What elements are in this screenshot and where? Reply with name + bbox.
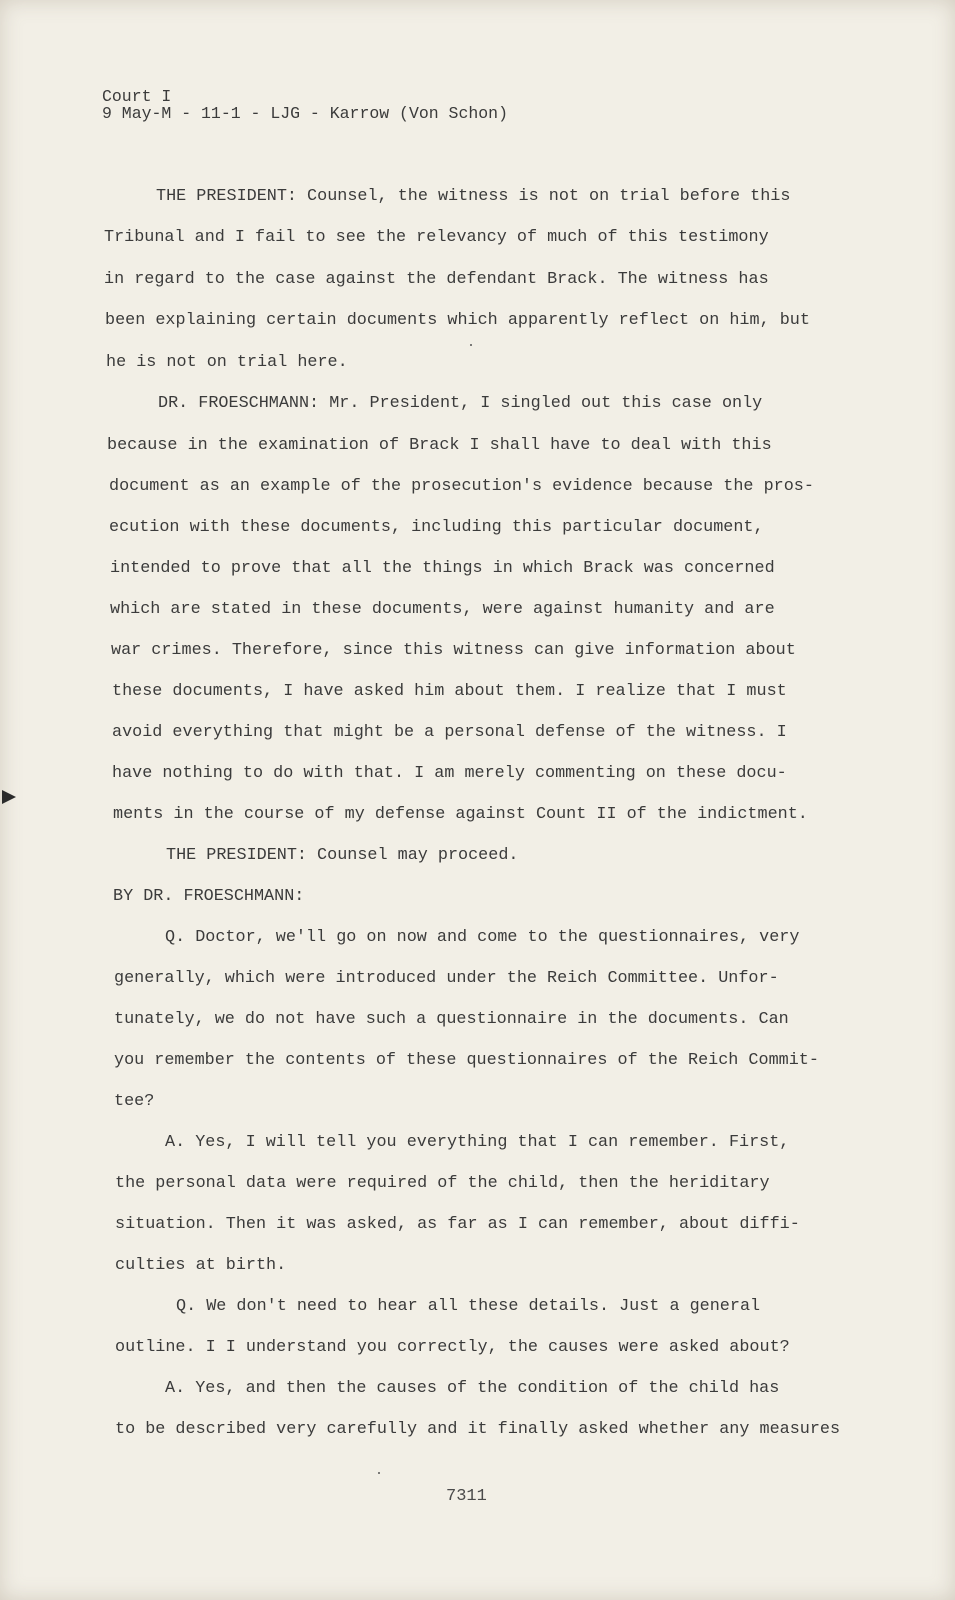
- transcript-line: A. Yes, and then the causes of the condition of the child has: [165, 1379, 780, 1398]
- transcript-line: ments in the course of my defense against Count II of the indictment.: [113, 805, 808, 824]
- transcript-line: outline. I I understand you correctly, the causes were asked about?: [115, 1338, 790, 1357]
- transcript-line: generally, which were introduced under the Reich Committee. Unfor-: [114, 969, 779, 988]
- ink-speck: [378, 1472, 380, 1474]
- transcript-line: situation. Then it was asked, as far as I can remember, about diffi-: [115, 1215, 800, 1234]
- transcript-line: Tribunal and I fail to see the relevancy of much of this testimony: [104, 228, 769, 247]
- page-number: 7311: [446, 1487, 487, 1506]
- transcript-line: in regard to the case against the defendant Brack. The witness has: [104, 270, 769, 289]
- header-session: 9 May-M - 11-1 - LJG - Karrow (Von Schon): [102, 104, 508, 123]
- transcript-line: you remember the contents of these questionnaires of the Reich Commit-: [114, 1051, 819, 1070]
- header-court: Court I: [102, 87, 172, 106]
- transcript-line: ecution with these documents, including this particular document,: [109, 518, 764, 537]
- transcript-line: tee?: [114, 1092, 155, 1111]
- binding-arrow-mark: [2, 790, 16, 804]
- transcript-line: have nothing to do with that. I am merely commenting on these docu-: [112, 764, 787, 783]
- transcript-line: culties at birth.: [115, 1256, 287, 1275]
- transcript-line: because in the examination of Brack I shall have to deal with this: [107, 436, 772, 455]
- transcript-line: document as an example of the prosecution's evidence because the pros-: [109, 477, 814, 496]
- transcript-line: intended to prove that all the things in which Brack was concerned: [110, 559, 775, 578]
- transcript-line: which are stated in these documents, were against humanity and are: [110, 600, 775, 619]
- transcript-line: to be described very carefully and it finally asked whether any measures: [115, 1420, 841, 1439]
- transcript-line: avoid everything that might be a personal defense of the witness. I: [112, 723, 787, 742]
- transcript-line: war crimes. Therefore, since this witness can give information about: [111, 641, 796, 660]
- transcript-line: Q. Doctor, we'll go on now and come to the questionnaires, very: [165, 928, 800, 947]
- transcript-line: THE PRESIDENT: Counsel, the witness is not on trial before this: [156, 187, 791, 206]
- transcript-line: been explaining certain documents which apparently reflect on him, but: [105, 311, 810, 330]
- transcript-line: A. Yes, I will tell you everything that I can remember. First,: [165, 1133, 790, 1152]
- transcript-line: BY DR. FROESCHMANN:: [113, 887, 305, 906]
- transcript-line: DR. FROESCHMANN: Mr. President, I singled out this case only: [158, 394, 763, 413]
- transcript-line: these documents, I have asked him about them. I realize that I must: [112, 682, 787, 701]
- ink-speck: [470, 344, 472, 346]
- transcript-line: he is not on trial here.: [106, 353, 348, 372]
- transcript-line: tunately, we do not have such a questionnaire in the documents. Can: [114, 1010, 789, 1029]
- transcript-line: Q. We don't need to hear all these details. Just a general: [176, 1297, 761, 1316]
- transcript-line: the personal data were required of the child, then the heriditary: [115, 1174, 770, 1193]
- transcript-line: THE PRESIDENT: Counsel may proceed.: [166, 846, 519, 865]
